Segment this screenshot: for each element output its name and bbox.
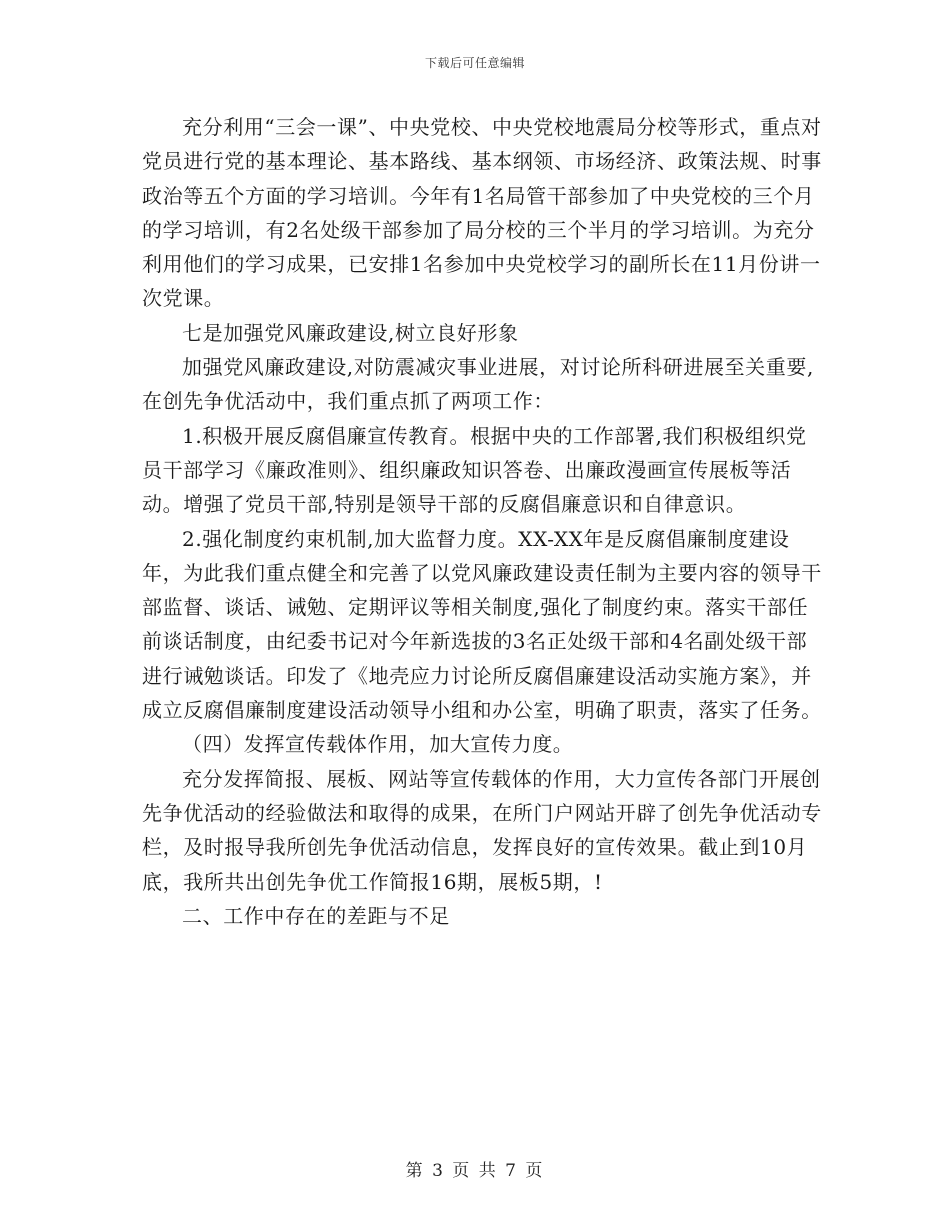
document-body: [142, 110, 822, 933]
paragraph-item-two: 2.强化制度约束机制,加大监督力度。XX-XX年是反腐倡廉制度建设年，为此我们重点健全和完善了以党风廉政建设责任制为主要内容的领导干部监督、谈话、诫勉、定期评议等相关制度,强化了制度约束。落实干部任前谈话制度，由纪委书记对今年新选拔的3名正处级干部和4名副处级干部进行诫勉谈话。印发了《地壳应力讨论所反腐倡廉建设活动实施方案》，并成立反腐倡廉制度建设活动领导小组和办公室，明确了职责，落实了任务。: [142, 526, 822, 723]
paragraph-heading-seven: 七是加强党风廉政建设,树立良好形象: [182, 320, 519, 345]
page-footer: 第 3 页 共 7 页: [405, 1161, 545, 1181]
paragraph-study-training: 充分利用“三会一课”、中央党校、中央党校地震局分校等形式，重点对党员进行党的基本理论、基本路线、基本纲领、市场经济、政策法规、时事政治等五个方面的学习培训。今年有1名局管干部参加了中央党校的三个月的学习培训，有2名处级干部参加了局分校的三个半月的学习培训。为充分利用他们的学习成果，已安排1名参加中央党校学习的副所长在11月份讲一次党课。: [142, 115, 822, 311]
paragraph-heading-two: 二、工作中存在的差距与不足: [182, 903, 450, 928]
paragraph-publicity: 充分发挥简报、展板、网站等宣传载体的作用，大力宣传各部门开展创先争优活动的经验做法和取得的成果，在所门户网站开辟了创先争优活动专栏，及时报导我所创先争优活动信息，发挥良好的宣传效果。截止到10月底，我所共出创先争优工作简报16期，展板5期，!: [142, 766, 822, 894]
paragraph-heading-four: （四）发挥宣传载体作用，加大宣传力度。: [182, 732, 574, 757]
paragraph-item-one: 1.积极开展反腐倡廉宣传教育。根据中央的工作部署,我们积极组织党员干部学习《廉政准则》、组织廉政知识答卷、出廉政漫画宣传展板等活动。增强了党员干部,特别是领导干部的反腐倡廉意识和自律意识。: [142, 423, 807, 517]
paragraph-integrity-intro: 加强党风廉政建设,对防震减灾事业进展，对讨论所科研进展至关重要,在创先争优活动中，我们重点抓了两项工作：: [142, 355, 814, 414]
page-header: 下载后可任意编辑: [424, 56, 525, 70]
